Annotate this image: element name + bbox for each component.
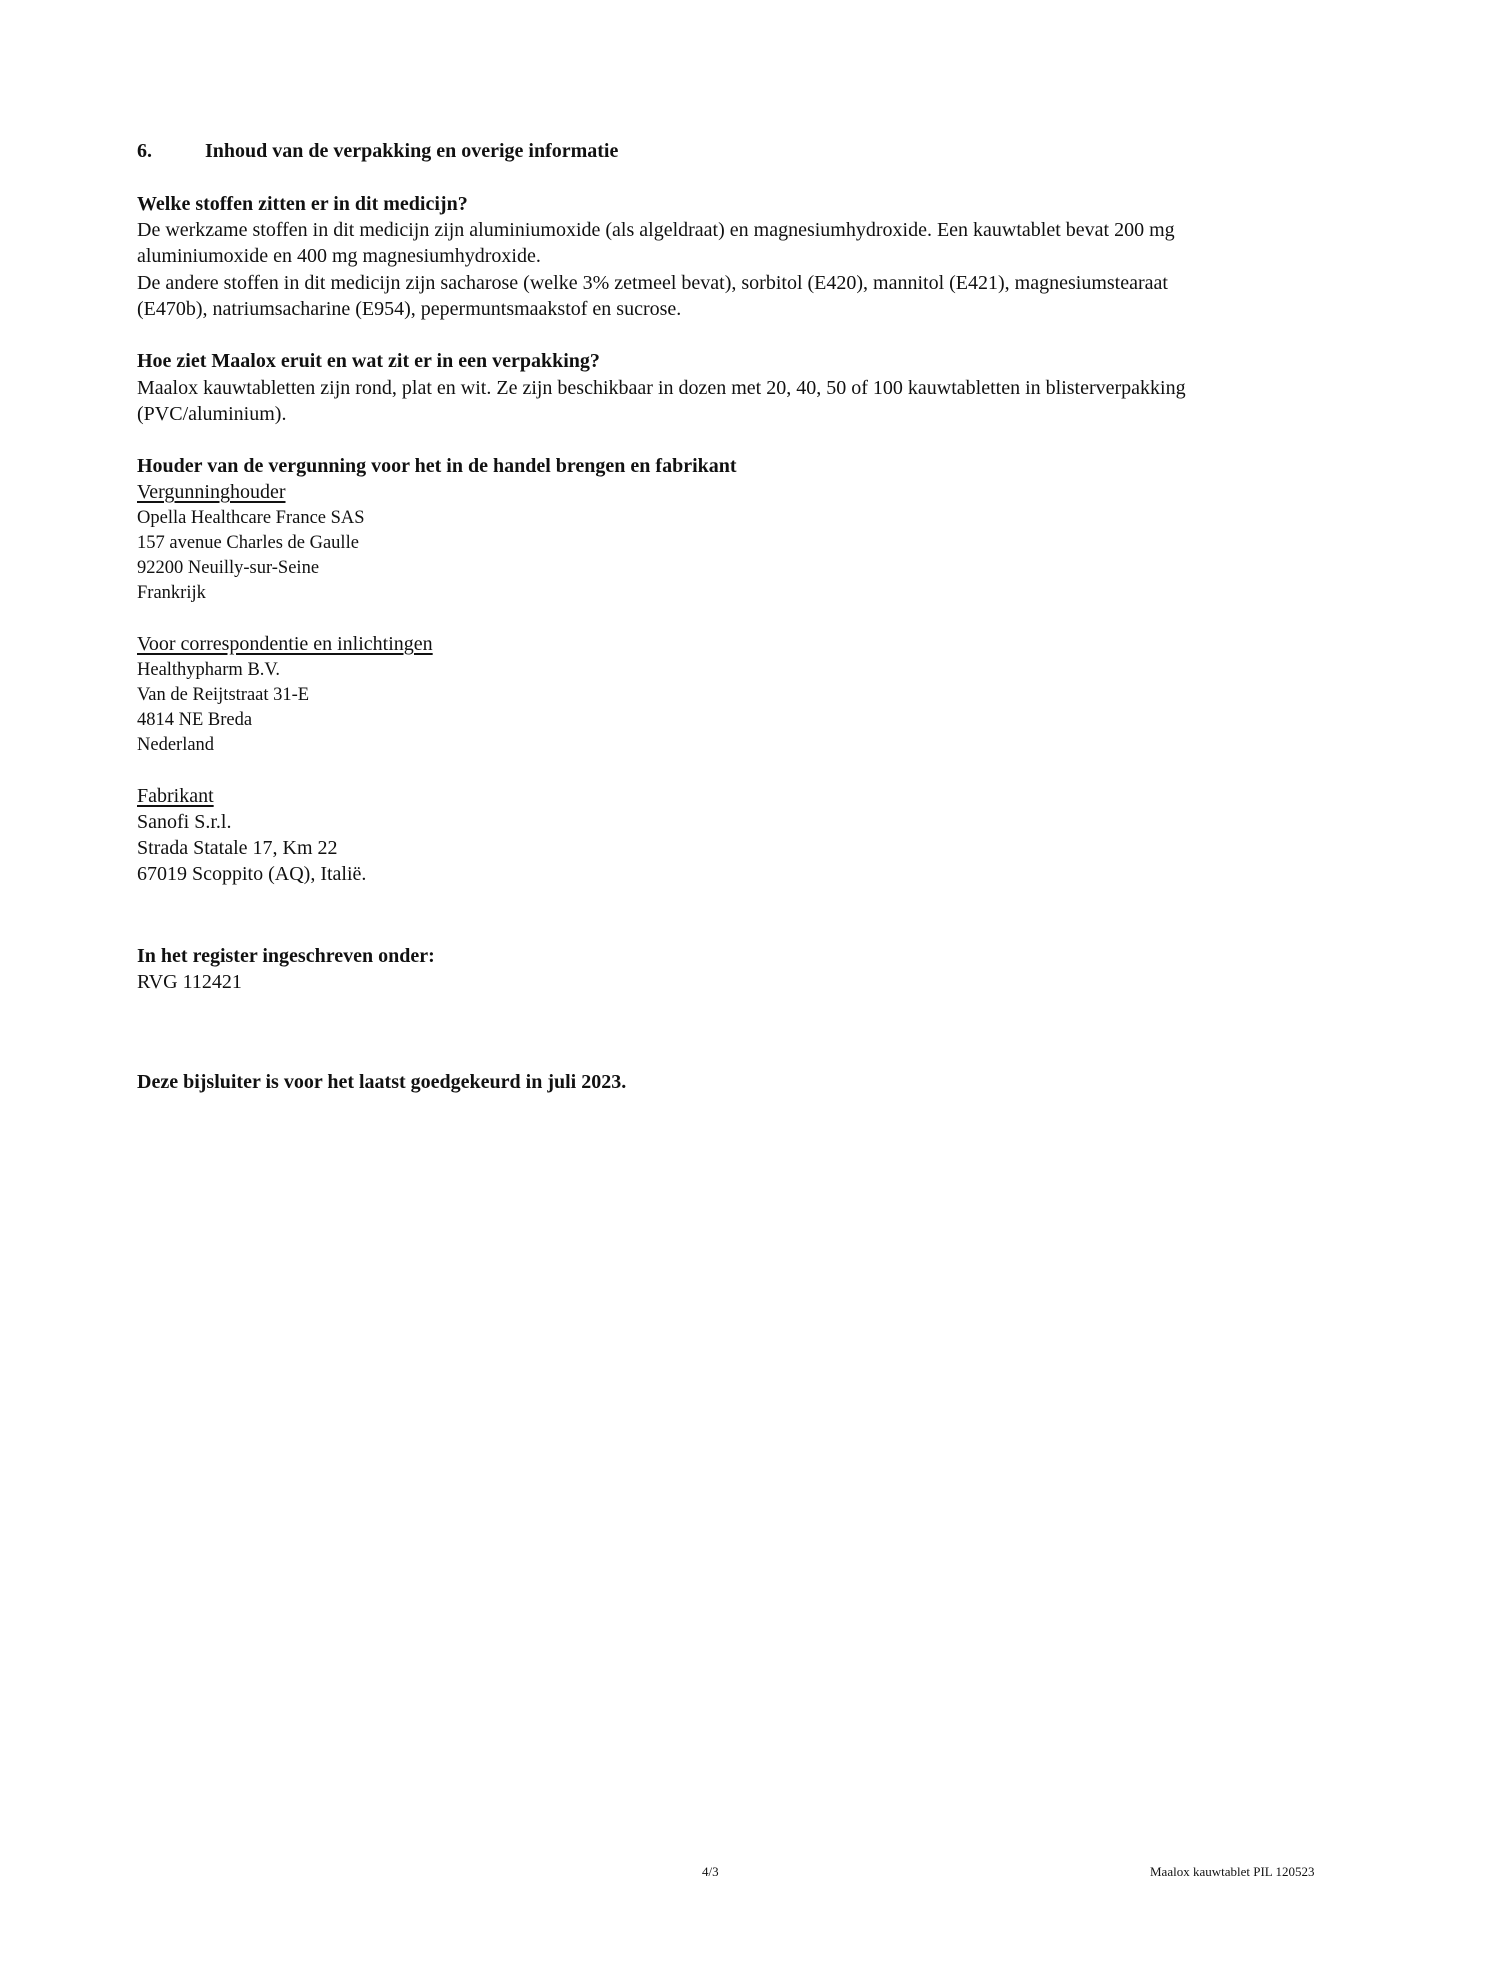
ingredients-heading: Welke stoffen zitten er in dit medicijn? — [137, 193, 468, 215]
appearance-line: (PVC/aluminium). — [137, 403, 287, 425]
document-id: Maalox kauwtablet PIL 120523 — [1150, 1864, 1315, 1879]
correspondence-line: Healthypharm B.V. — [137, 660, 281, 680]
manufacturer-line: Strada Statale 17, Km 22 — [137, 837, 338, 859]
correspondence-line: Van de Reijtstraat 31-E — [137, 685, 310, 705]
registration-heading: In het register ingeschreven onder: — [137, 945, 435, 967]
ingredients-line: De andere stoffen in dit medicijn zijn sacharose (welke 3% zetmeel bevat), sorbitol (E420), mannitol (E421), magnesiumstearaat — [137, 272, 1168, 294]
manufacturer-line: Sanofi S.r.l. — [137, 811, 232, 833]
appearance-line: Maalox kauwtabletten zijn rond, plat en wit. Ze zijn beschikbaar in dozen met 20, 40, 50 of 100 kauwtabletten in blisterverpakking — [137, 377, 1186, 399]
license-holder-line: 157 avenue Charles de Gaulle — [137, 533, 359, 553]
license-holder-label: Vergunninghouder — [137, 481, 286, 503]
ingredients-line: aluminiumoxide en 400 mg magnesiumhydroxide. — [137, 245, 541, 267]
appearance-heading: Hoe ziet Maalox eruit en wat zit er in een verpakking? — [137, 350, 600, 372]
manufacturer-label: Fabrikant — [137, 785, 214, 807]
license-holder-line: Opella Healthcare France SAS — [137, 508, 365, 528]
manufacturer-line: 67019 Scoppito (AQ), Italië. — [137, 863, 367, 885]
ingredients-line: De werkzame stoffen in dit medicijn zijn aluminiumoxide (als algeldraat) en magnesiumhydroxide. Een kauwtablet bevat 200 mg — [137, 219, 1175, 241]
page-number: 4/3 — [702, 1864, 719, 1879]
approval-statement: Deze bijsluiter is voor het laatst goedgekeurd in juli 2023. — [137, 1071, 627, 1093]
holder-heading: Houder van de vergunning voor het in de handel brengen en fabrikant — [137, 455, 737, 477]
correspondence-line: Nederland — [137, 735, 215, 755]
registration-number: RVG 112421 — [137, 971, 242, 993]
ingredients-line: (E470b), natriumsacharine (E954), pepermuntsmaakstof en sucrose. — [137, 298, 682, 320]
license-holder-line: 92200 Neuilly-sur-Seine — [137, 558, 320, 578]
license-holder-line: Frankrijk — [137, 583, 206, 603]
correspondence-line: 4814 NE Breda — [137, 710, 253, 730]
section-title: Inhoud van de verpakking en overige informatie — [205, 140, 619, 162]
section-number: 6. — [137, 140, 152, 162]
correspondence-label: Voor correspondentie en inlichtingen — [137, 633, 433, 655]
